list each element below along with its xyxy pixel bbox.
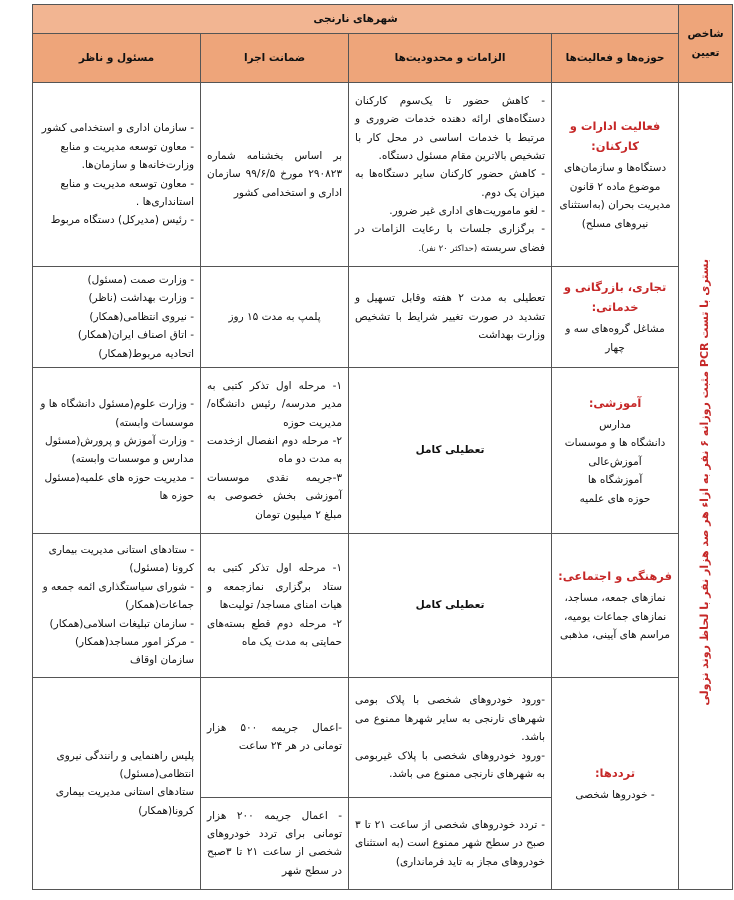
field-title: فعالیت ادارات و کارکنان: [569, 119, 661, 154]
field-culture [552, 533, 679, 677]
field-title: فرهنگی و اجتماعی: [558, 569, 672, 584]
table-row [33, 677, 733, 797]
obligations-text: - کاهش حضور تا یک‌سوم کارکنان دستگاه‌های ارائه دهنده خدمات ضروری و مرتبط با خدمات اساسی در محل کار با تشخیص بالاترین مقام مسئول دستگاه. - کاهش حضور کارکنان سایر دستگاه‌ها به میزان یک دوم. - لغو ماموریت‌های اداری غیر ضرور. - برگزاری جلسات با رعایت الزامات در فضای سربسته [355, 94, 546, 254]
responsible-business: - وزارت صمت (مسئول) - وزارت بهداشت (ناظر) - نیروی انتظامی(همکار) - اتاق اصناف ایران(همکار) اتحادیه مربوط(همکار) [33, 267, 201, 368]
index-cell [679, 83, 733, 890]
obligations-traffic-a: -ورود خودروهای شخصی با پلاک بومی شهرهای نارنجی به سایر شهرها ممنوع می باشد. -ورود خودروهای شخصی با پلاک غیربومی به شهرهای نارنجی ممنوع می باشد. [349, 677, 552, 797]
responsible-traffic: پلیس راهنمایی و رانندگی نیروی انتظامی(مسئول) ستادهای استانی مدیریت بیماری کرونا(همکار) [33, 677, 201, 889]
field-business [552, 267, 679, 368]
obligations-culture: تعطیلی کامل [349, 533, 552, 677]
responsible-education: - وزارت علوم(مسئول دانشگاه ها و موسسات وابسته) - وزارت آموزش و پرورش(مسئول مدارس و موسسات وابسته) - مدیریت حوزه های علمیه(مسئول حوزه ها [33, 367, 201, 533]
field-traffic [552, 677, 679, 889]
table-title: شهرهای نارنجی [33, 5, 679, 34]
field-body: نمازهای جمعه، مساجد، نمازهای جماعات یومیه، مراسم های آیینی، مذهبی [560, 592, 671, 642]
restrictions-table [32, 4, 733, 890]
field-title: تجاری، بازرگانی و خدماتی: [563, 279, 667, 315]
obligations-traffic-b: - تردد خودروهای شخصی از ساعت ۲۱ تا ۳ صبح در سطح شهر ممنوع است (به استثنای خودروهای مجاز به تاید فرمانداری) [349, 797, 552, 889]
field-title: آموزشی: [588, 395, 642, 410]
field-title: ترددها: [594, 765, 636, 780]
header-obligations: الزامات و محدودیت‌ها [349, 34, 552, 83]
table-row [33, 83, 733, 267]
obligations-note: (حداکثر ۲۰ نفر). [418, 243, 478, 254]
responsible-culture: - ستادهای استانی مدیریت بیماری کرونا (مسئول) - شورای سیاستگذاری ائمه جمعه و جماعات(همکار) - سازمان تبلیغات اسلامی(همکار) - مرکز امور مساجد(همکار) سازمان اوقاف [33, 533, 201, 677]
table-row [33, 533, 733, 677]
header-field: حوزه‌ها و فعالیت‌ها [552, 34, 679, 83]
guarantee-culture: ۱- مرحله اول تذکر کتبی به ستاد برگزاری نمازجمعه و هیات امنای مساجد/ تولیت‌ها ۲- مرحله دوم قطع بسته‌های حمایتی به مدت یک ماه [201, 533, 349, 677]
guarantee-offices: بر اساس بخشنامه شماره ۲۹۰۸۲۳ مورخ ۹۹/۶/۵ سازمان اداری و استخدامی کشور [201, 83, 349, 267]
guarantee-traffic-a: -اعمال جریمه ۵۰۰ هزار تومانی در هر ۲۴ ساعت [201, 677, 349, 797]
index-vertical-text: بستری با تست PCR مثبت روزانه ۶ نفر به ازاء هر صد هزار نفر با لحاظ روند نزولی [698, 259, 712, 707]
guarantee-traffic-b: - اعمال جریمه ۲۰۰ هزار تومانی برای تردد خودروهای شخصی از ساعت ۲۱ تا ۳صبح در سطح شهر [201, 797, 349, 889]
guarantee-education: ۱- مرحله اول تذکر کتبی به مدیر مدرسه/ رئیس دانشگاه/ مدیریت حوزه ۲- مرحله دوم انفصال ازخدمت به مدت دو ماه ۳-جریمه نقدی موسسات آموزشی بخش خصوصی به مبلغ ۲ میلیون تومان [201, 367, 349, 533]
guarantee-business: پلمپ به مدت ۱۵ روز [201, 267, 349, 368]
field-body: مدارس دانشگاه ها و موسسات آموزش‌عالی آموزشگاه ها حوزه های علمیه [564, 419, 666, 505]
responsible-offices: - سازمان اداری و استخدامی کشور - معاون توسعه مدیریت و منابع وزارت‌خانه‌ها و سازمان‌ها. - معاون توسعه مدیریت و منابع استانداری‌ها . - رئیس (مدیرکل) دستگاه مربوط [33, 83, 201, 267]
header-responsible: مسئول و ناظر [33, 34, 201, 83]
table-row [33, 367, 733, 533]
obligations-business: تعطیلی به مدت ۲ هفته وقابل تسهیل و تشدید در صورت تغییر شرایط با تشخیص وزارت بهداشت [349, 267, 552, 368]
field-body: - خودروها شخصی [575, 788, 655, 801]
field-body: مشاغل گروه‌های سه و چهار [565, 323, 665, 354]
field-offices [552, 83, 679, 267]
header-index: شاخص تعیین [679, 5, 733, 83]
obligations-education: تعطیلی کامل [349, 367, 552, 533]
table-row [33, 267, 733, 368]
field-education [552, 367, 679, 533]
header-guarantee: ضمانت اجرا [201, 34, 349, 83]
obligations-offices [349, 83, 552, 267]
field-body: دستگاه‌ها و سازمان‌های موضوع ماده ۲ قانون مدیریت بحران (به‌استثنای نیروهای مسلح) [559, 162, 671, 230]
